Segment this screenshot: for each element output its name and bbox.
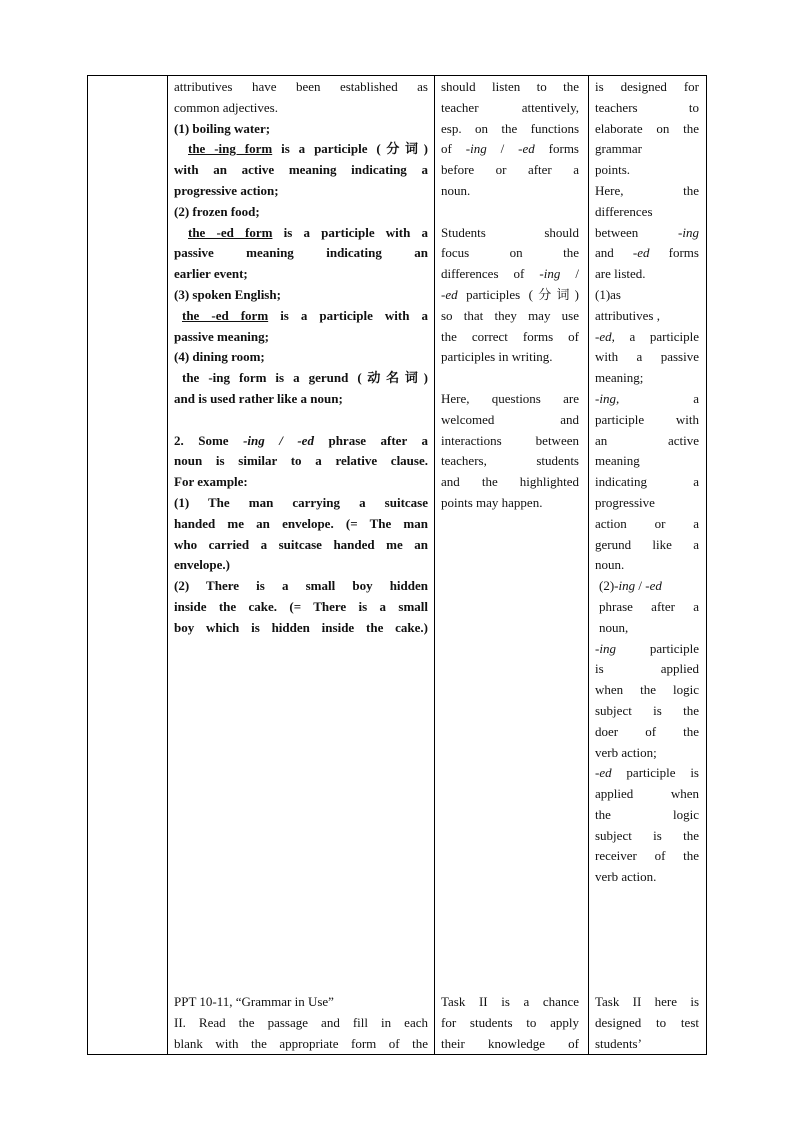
purpose-text: a (619, 390, 699, 406)
form-label: the -ed form (182, 307, 269, 323)
grammar-content-cell (174, 77, 428, 639)
form-label: the -ing form (188, 141, 273, 157)
purpose-line: grammar (595, 141, 642, 157)
table-top-border (87, 75, 707, 76)
activity-line: interactions between (441, 432, 579, 448)
purpose-text: -ed, (595, 328, 615, 344)
purpose-line: elaborate on the (595, 120, 699, 136)
example-text: is a participle with a (272, 224, 428, 240)
purpose-text: (2) (599, 578, 615, 594)
purpose-line: is designed for (595, 79, 699, 94)
activity-line: Students should (441, 224, 579, 240)
purpose-line: progressive (595, 494, 655, 510)
purpose-line: subject is the (595, 827, 699, 843)
section-text: phrase after a (313, 432, 428, 448)
activity-text: -ing (539, 266, 561, 282)
purpose-line: are listed. (595, 266, 646, 282)
section-2-heading (174, 431, 428, 452)
grammar-in-use-cell (174, 992, 428, 1054)
purpose-line: meaning (595, 453, 640, 469)
section-text: 2. Some (174, 432, 244, 448)
activity-line: so that they may use (441, 307, 579, 323)
activity-text: / (486, 141, 519, 157)
purpose-cell (595, 77, 699, 888)
purpose-line: receiver of the (595, 848, 699, 864)
purpose-text: -ing (614, 578, 636, 594)
example-line (174, 223, 428, 244)
activity-line: teacher attentively, (441, 99, 579, 115)
purpose-text: -ing (678, 224, 699, 240)
purpose-text: between (595, 224, 679, 240)
purpose-line: (1)as (595, 286, 621, 302)
purpose-line (595, 327, 699, 348)
task-line: blank with the appropriate form of the (174, 1035, 428, 1051)
purpose-text: / (635, 578, 646, 594)
purpose-line: an active (595, 432, 699, 448)
activity-text: of (441, 141, 466, 157)
purpose-line: verb action; (595, 744, 657, 760)
purpose-line: subject is the (595, 702, 699, 718)
activity-line: should listen to the (441, 79, 579, 94)
example-line: passive meaning indicating an (174, 245, 428, 261)
activity-line: Here, questions are (441, 390, 579, 406)
purpose-line: action or a (595, 515, 699, 531)
purpose-line (595, 223, 699, 244)
activity-line (441, 285, 579, 306)
purpose-line: phrase after a (599, 598, 699, 614)
purpose-line: with a passive (595, 349, 699, 365)
section-line: For example: (174, 474, 248, 490)
purpose-line (595, 576, 699, 597)
example-line: progressive action; (174, 182, 279, 198)
purpose-line: verb action. (595, 869, 657, 885)
example-title: (2) frozen food; (174, 203, 260, 219)
purpose-text: and (595, 245, 633, 261)
section-line: handed me an envelope. (= The man (174, 515, 428, 531)
example-text: is a participle (分词) (272, 141, 428, 157)
example-title: (1) boiling water; (174, 120, 271, 136)
example-line (174, 139, 428, 160)
purpose-line: noun. (595, 557, 625, 573)
activity-text: forms (534, 141, 579, 157)
activity-line: for students to apply (441, 1014, 579, 1030)
example-line: the -ing form is a gerund (动名词) (182, 370, 428, 386)
activity-line: before or after a (441, 162, 579, 178)
purpose-line: points. (595, 162, 631, 178)
task-line: II. Read the passage and fill in each (174, 1014, 428, 1030)
purpose-line: is applied (595, 661, 699, 677)
example-line: with an active meaning indicating a (174, 162, 428, 178)
section-line: inside the cake. (= There is a small (174, 598, 428, 614)
example-title: (4) dining room; (174, 349, 265, 365)
activity-line: noun. (441, 182, 471, 198)
purpose-text: participle (615, 640, 699, 656)
purpose-text: a participle (614, 328, 699, 344)
activity-line: participles in writing. (441, 349, 553, 365)
purpose-line: meaning; (595, 370, 644, 386)
col-border-3 (434, 75, 435, 1055)
purpose-line: Here, the (595, 182, 699, 198)
student-activity-cell (441, 77, 579, 514)
col-border-1 (87, 75, 88, 1055)
ppt-reference: PPT 10-11, “Grammar in Use” (174, 994, 334, 1009)
purpose-line: students’ (595, 1035, 642, 1051)
purpose-text: -ed (645, 578, 662, 594)
purpose-line: indicating a (595, 474, 699, 490)
activity-text: -ed (441, 286, 458, 302)
activity-text: -ing (465, 141, 487, 157)
activity-line: points may happen. (441, 494, 543, 510)
purpose-text: -ed (595, 765, 612, 781)
activity-text: -ed (518, 141, 535, 157)
section-line: (2) There is a small boy hidden (174, 578, 428, 594)
activity-line: the correct forms of (441, 328, 579, 344)
activity-line: focus on the (441, 245, 579, 261)
activity-line (441, 264, 579, 285)
purpose-line: Task II here is (595, 994, 699, 1009)
activity-text: / (560, 266, 579, 282)
purpose-line: designed to test (595, 1014, 699, 1030)
purpose-line: noun, (599, 619, 629, 635)
example-title: (3) spoken English; (174, 286, 281, 302)
activity-line: and the highlighted (441, 474, 579, 490)
purpose-line (595, 243, 699, 264)
activity-line: welcomed and (441, 411, 579, 427)
purpose-line: teachers to (595, 99, 699, 115)
col-border-5 (706, 75, 707, 1055)
purpose-line: gerund like a (595, 536, 699, 552)
activity-line: their knowledge of (441, 1035, 579, 1051)
purpose-line (595, 389, 699, 410)
activity-text: participles (分词) (457, 286, 579, 302)
intro-line: common adjectives. (174, 99, 278, 115)
purpose-text: forms (649, 245, 699, 261)
student-task-cell (441, 992, 579, 1054)
purpose-line (595, 763, 699, 784)
example-text: is a participle with a (268, 307, 428, 323)
purpose-text: participle is (611, 765, 699, 781)
activity-line: teachers, students (441, 453, 579, 469)
example-line: passive meaning; (174, 328, 269, 344)
section-line: boy which is hidden inside the cake.) (174, 619, 428, 635)
intro-line: attributives have been established as (174, 79, 428, 94)
purpose-task-cell (595, 992, 699, 1054)
section-line: envelope.) (174, 557, 230, 573)
purpose-line: participle with (595, 411, 699, 427)
purpose-line: attributives , (595, 307, 660, 323)
activity-line: Task II is a chance (441, 994, 579, 1009)
purpose-line: the logic (595, 806, 699, 822)
section-line: who carried a suitcase handed me an (174, 536, 428, 552)
purpose-line: applied when (595, 786, 699, 802)
purpose-line: when the logic (595, 682, 699, 698)
purpose-line: differences (595, 203, 653, 219)
col-border-2 (167, 75, 168, 1055)
purpose-line (595, 639, 699, 660)
purpose-line: doer of the (595, 723, 699, 739)
form-label: the -ed form (188, 224, 273, 240)
activity-text: differences of (441, 266, 540, 282)
example-line (174, 306, 428, 327)
activity-line: esp. on the functions (441, 120, 579, 136)
example-line: earlier event; (174, 266, 248, 282)
purpose-text: -ed (632, 245, 650, 261)
col-border-4 (588, 75, 589, 1055)
purpose-text: -ing (595, 640, 616, 656)
example-line: and is used rather like a noun; (174, 390, 343, 406)
section-line: noun is similar to a relative clause. (174, 453, 428, 469)
section-text: -ing / -ed (243, 432, 314, 448)
section-line: (1) The man carrying a suitcase (174, 494, 428, 510)
activity-line (441, 139, 579, 160)
purpose-text: -ing, (595, 390, 620, 406)
